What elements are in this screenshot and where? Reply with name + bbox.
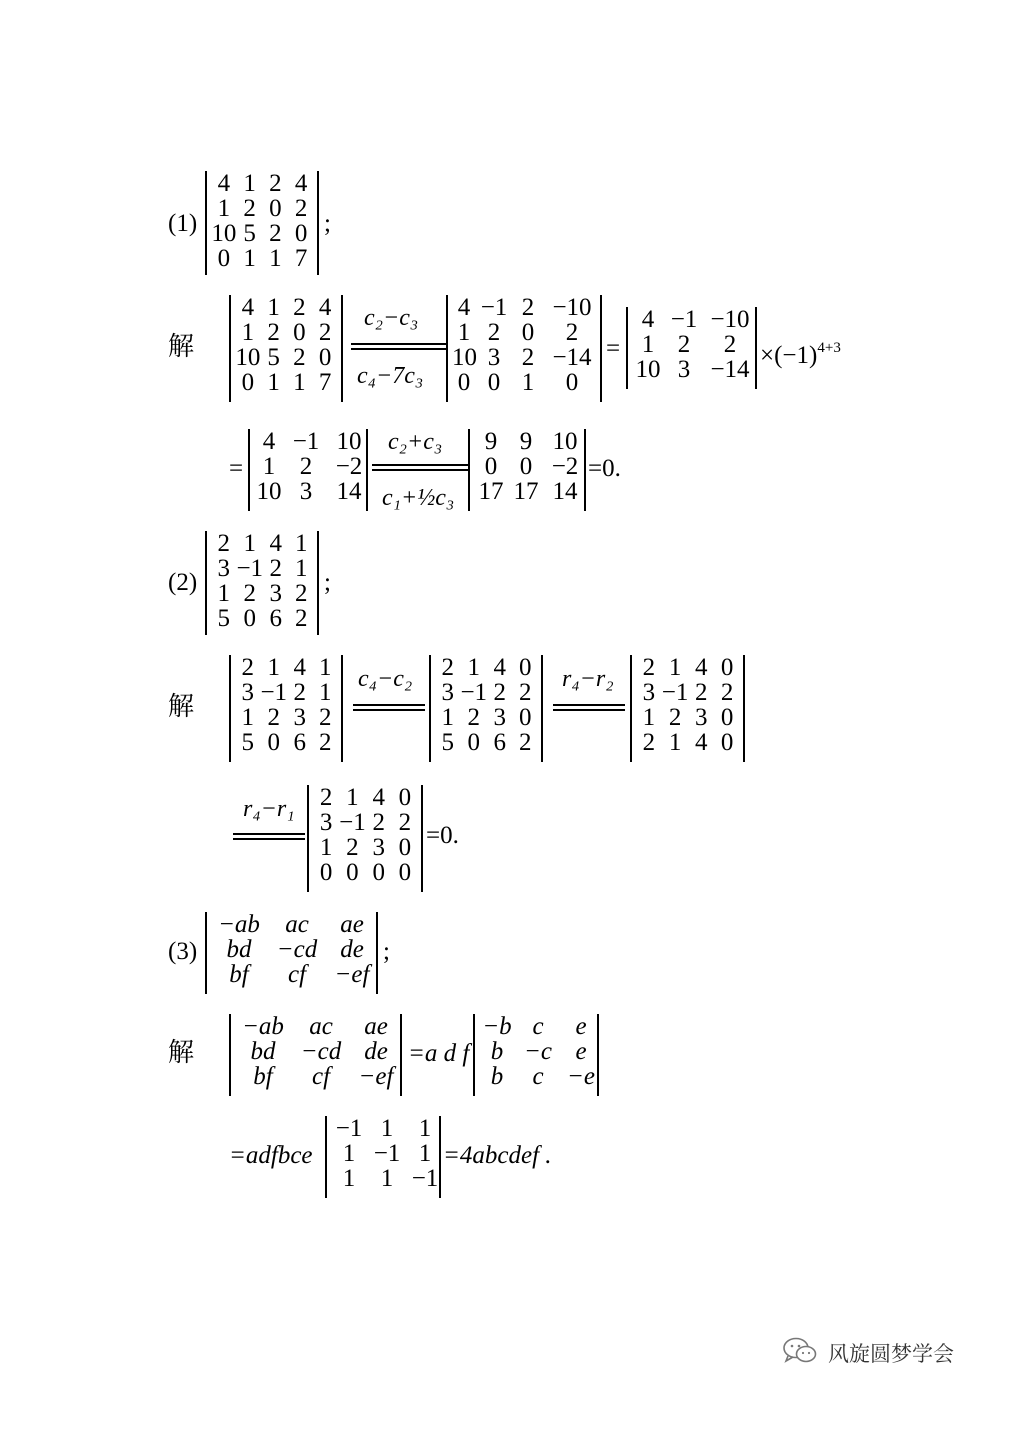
matrix-cell: 2	[521, 344, 535, 371]
watermark-text: 风旋圆梦学会	[828, 1342, 954, 1366]
matrix-cell: 10	[211, 220, 237, 247]
matrix-cell: 4	[641, 306, 655, 333]
transform-bottom: c₁+½c₃	[382, 485, 455, 511]
matrix-cell: 4	[493, 654, 507, 681]
matrix-cell: −1	[460, 679, 488, 706]
matrix-cell: 2	[493, 679, 507, 706]
matrix-cell: 7	[318, 369, 332, 396]
matrix-cell: cf	[287, 961, 307, 988]
matrix-cell: 0	[241, 369, 255, 396]
matrix-cell: −ef	[334, 961, 370, 988]
matrix-cell: −1	[260, 679, 288, 706]
matrix-cell: 1	[319, 834, 333, 861]
matrix-cell: 2	[243, 580, 256, 607]
matrix-cell: −1	[373, 1140, 401, 1167]
matrix-cell: 9	[484, 428, 498, 455]
matrix-cell: 1	[346, 784, 359, 811]
matrix-cell: 3	[293, 704, 307, 731]
matrix-cell: bf	[229, 961, 249, 988]
matrix-cell: 2	[299, 453, 313, 480]
matrix-cell: 1	[241, 319, 255, 346]
matrix-cell: 0	[398, 859, 412, 886]
matrix-cell: 0	[398, 784, 412, 811]
matrix-cell: 4	[269, 530, 283, 557]
matrix-cell: 1	[342, 1140, 356, 1167]
matrix-cell: 2	[467, 704, 480, 731]
matrix-cell: 1	[267, 369, 280, 396]
matrix-cell: 1	[243, 170, 256, 197]
matrix-cell: 4	[695, 654, 708, 681]
transform-label: r₄−r₁	[243, 796, 295, 822]
matrix-cell: 2	[243, 195, 256, 222]
matrix-cell: 2	[519, 679, 532, 706]
matrix-cell: 2	[346, 834, 359, 861]
matrix-cell: −b	[482, 1013, 512, 1040]
matrix-cell: −10	[552, 294, 592, 321]
matrix-cell: 1	[241, 704, 254, 731]
matrix-cell: 1	[295, 530, 308, 557]
matrix-cell: 1	[267, 654, 280, 681]
matrix-cell: 0	[487, 369, 501, 396]
determinant	[205, 531, 319, 635]
matrix-cell: −10	[710, 306, 750, 333]
matrix-cell: 1	[293, 369, 306, 396]
matrix-cell: 0	[318, 344, 332, 371]
matrix-cell: 0	[269, 195, 282, 222]
matrix-cell: 1	[243, 530, 256, 557]
matrix-cell: 2	[372, 809, 386, 836]
matrix-cell: ae	[364, 1013, 388, 1040]
matrix-cell: 1	[269, 245, 282, 272]
matrix-cell: 0	[319, 859, 333, 886]
matrix-cell: 2	[319, 784, 333, 811]
matrix-cell: de	[340, 936, 364, 963]
matrix-cell: −1	[480, 294, 508, 321]
matrix-cell: 0	[372, 859, 386, 886]
matrix-cell: 2	[398, 809, 412, 836]
solution-label: 解	[168, 332, 195, 361]
transform-label: r₄−r₂	[562, 666, 614, 692]
matrix-cell: 2	[293, 679, 307, 706]
matrix-cell: 2	[487, 319, 501, 346]
matrix-cell: 7	[294, 245, 308, 272]
transform-top: c₂−c₃	[364, 305, 419, 331]
matrix-cell: 0	[294, 220, 308, 247]
matrix-cell: ae	[340, 911, 364, 938]
matrix-cell: 1	[641, 331, 655, 358]
matrix-cell: de	[364, 1038, 388, 1065]
determinant	[307, 785, 423, 892]
matrix-cell: −e	[567, 1063, 595, 1090]
determinant	[626, 307, 757, 389]
matrix-cell: 5	[243, 220, 256, 247]
matrix-cell: 2	[668, 704, 682, 731]
determinant	[205, 171, 319, 275]
matrix-cell: 1	[380, 1165, 394, 1192]
problem-2-label: (2)	[168, 569, 198, 596]
matrix-cell: 1	[521, 369, 535, 396]
matrix-cell: 2	[441, 654, 454, 681]
equals-sign: =	[229, 455, 244, 482]
matrix-cell: 3	[372, 834, 386, 861]
result: =0.	[588, 455, 621, 482]
sign-factor: $\times(-1)^{4+3}$	[760, 340, 841, 369]
matrix-cell: ac	[285, 911, 309, 938]
matrix-cell: 2	[720, 679, 734, 706]
matrix-cell: 4	[318, 294, 332, 321]
matrix-cell: bd	[250, 1038, 276, 1065]
solution-label: 解	[168, 692, 195, 721]
matrix-cell: 2	[294, 195, 308, 222]
matrix-cell: 0	[293, 319, 306, 346]
matrix-cell: 2	[723, 331, 737, 358]
matrix-cell: −14	[552, 344, 592, 371]
matrix-cell: 1	[668, 654, 682, 681]
matrix-cell: e	[575, 1013, 587, 1040]
matrix-cell: 5	[241, 729, 254, 756]
matrix-cell: −1	[411, 1165, 439, 1192]
matrix-cell: 4	[457, 294, 471, 321]
result: =4abcdef .	[443, 1142, 552, 1169]
transform-equals	[372, 464, 468, 471]
determinant	[229, 295, 343, 402]
matrix-cell: 0	[720, 729, 734, 756]
matrix-cell: 2	[217, 530, 230, 557]
matrix-cell: 1	[418, 1115, 432, 1142]
transform-equals	[351, 343, 447, 350]
matrix-cell: 6	[293, 729, 307, 756]
matrix-cell: 4	[262, 428, 276, 455]
determinant	[446, 295, 602, 402]
equals-sign: =	[606, 335, 621, 362]
matrix-cell: c	[532, 1063, 544, 1090]
matrix-cell: 3	[642, 679, 656, 706]
matrix-cell: 0	[521, 319, 535, 346]
matrix-cell: 3	[319, 809, 333, 836]
punctuation: ;	[324, 210, 331, 237]
matrix-cell: 2	[295, 605, 308, 632]
matrix-cell: c	[532, 1013, 544, 1040]
matrix-cell: 0	[457, 369, 471, 396]
matrix-cell: e	[575, 1038, 587, 1065]
solution-label: 解	[168, 1038, 195, 1067]
matrix-cell: 1	[418, 1140, 432, 1167]
matrix-cell: 4	[217, 170, 231, 197]
matrix-cell: −1	[335, 1115, 363, 1142]
matrix-cell: 4	[372, 784, 386, 811]
matrix-cell: 1	[217, 580, 230, 607]
matrix-cell: 3	[441, 679, 454, 706]
matrix-cell: 14	[336, 478, 362, 505]
transform-label: c₄−c₂	[358, 666, 413, 692]
matrix-cell: 1	[467, 654, 480, 681]
matrix-cell: b	[490, 1038, 504, 1065]
matrix-cell: 10	[256, 478, 282, 505]
matrix-cell: 4	[241, 294, 255, 321]
matrix-cell: 10	[336, 428, 362, 455]
coefficient: =adfbce	[229, 1142, 313, 1169]
transform-equals	[233, 833, 305, 840]
matrix-cell: 2	[293, 294, 306, 321]
matrix-cell: 0	[519, 704, 532, 731]
coefficient: =a d f	[408, 1040, 470, 1067]
transform-equals	[553, 704, 625, 711]
matrix-cell: 5	[217, 605, 230, 632]
matrix-cell: ac	[309, 1013, 333, 1040]
matrix-cell: 2	[642, 654, 656, 681]
matrix-cell: 1	[319, 679, 332, 706]
matrix-cell: 2	[269, 170, 282, 197]
matrix-cell: 2	[521, 294, 535, 321]
matrix-cell: 3	[493, 704, 507, 731]
matrix-cell: −1	[236, 555, 264, 582]
matrix-cell: 2	[269, 555, 283, 582]
matrix-cell: 1	[243, 245, 256, 272]
matrix-cell: 3	[241, 679, 254, 706]
matrix-cell: 4	[695, 729, 708, 756]
matrix-cell: 0	[243, 605, 256, 632]
matrix-cell: 2	[642, 729, 656, 756]
matrix-cell: 10	[235, 344, 261, 371]
matrix-cell: 3	[269, 580, 283, 607]
matrix-cell: 17	[513, 478, 539, 505]
matrix-cell: 1	[441, 704, 454, 731]
matrix-cell: 3	[299, 478, 313, 505]
problem-1-label: (1)	[168, 210, 198, 237]
matrix-cell: 6	[269, 605, 283, 632]
matrix-cell: 2	[319, 704, 332, 731]
determinant	[205, 912, 378, 994]
matrix-cell: 1	[262, 453, 276, 480]
matrix-cell: −1	[661, 679, 689, 706]
matrix-cell: −14	[710, 356, 750, 383]
matrix-cell: −1	[670, 306, 698, 333]
matrix-cell: 2	[565, 319, 579, 346]
determinant	[248, 429, 368, 511]
matrix-cell: 2	[695, 679, 708, 706]
transform-bottom: c₄−7c₃	[357, 363, 424, 389]
matrix-cell: 1	[342, 1165, 356, 1192]
matrix-cell: b	[490, 1063, 504, 1090]
matrix-cell: 0	[484, 453, 498, 480]
matrix-cell: −ab	[218, 911, 260, 938]
matrix-cell: 5	[441, 729, 454, 756]
matrix-cell: 1	[319, 654, 332, 681]
matrix-cell: 2	[269, 220, 282, 247]
matrix-cell: 9	[519, 428, 533, 455]
determinant	[429, 655, 543, 762]
matrix-cell: 1	[295, 555, 308, 582]
matrix-cell: 17	[478, 478, 504, 505]
matrix-cell: 4	[294, 170, 308, 197]
matrix-cell: 1	[457, 319, 471, 346]
matrix-cell: 0	[565, 369, 579, 396]
transform-equals	[353, 704, 425, 711]
matrix-cell: 10	[635, 356, 661, 383]
matrix-cell: 10	[552, 428, 578, 455]
wechat-icon	[782, 1336, 818, 1366]
determinant	[473, 1014, 599, 1096]
matrix-cell: 0	[398, 834, 412, 861]
matrix-cell: 3	[677, 356, 691, 383]
matrix-cell: 1	[380, 1115, 394, 1142]
determinant	[325, 1116, 441, 1198]
matrix-cell: 0	[720, 704, 734, 731]
matrix-cell: −2	[551, 453, 579, 480]
matrix-cell: cf	[311, 1063, 331, 1090]
matrix-cell: −ab	[242, 1013, 284, 1040]
matrix-cell: −cd	[300, 1038, 342, 1065]
punctuation: ;	[383, 938, 390, 965]
punctuation: ;	[324, 569, 331, 596]
determinant	[229, 655, 343, 762]
matrix-cell: 10	[452, 344, 477, 371]
matrix-cell: −1	[292, 428, 320, 455]
transform-top: c₂+c₃	[388, 429, 443, 455]
matrix-cell: −c	[524, 1038, 552, 1065]
matrix-cell: 0	[267, 729, 280, 756]
matrix-cell: bf	[253, 1063, 273, 1090]
matrix-cell: −ef	[358, 1063, 394, 1090]
matrix-cell: 2	[519, 729, 532, 756]
matrix-cell: 0	[519, 654, 532, 681]
matrix-cell: 14	[552, 478, 578, 505]
matrix-cell: −2	[335, 453, 363, 480]
matrix-cell: 3	[217, 555, 230, 582]
matrix-cell: 2	[295, 580, 308, 607]
matrix-cell: 2	[267, 704, 280, 731]
matrix-cell: 3	[695, 704, 708, 731]
matrix-cell: 5	[267, 344, 280, 371]
matrix-cell: 2	[293, 344, 306, 371]
determinant	[630, 655, 745, 762]
matrix-cell: 0	[217, 245, 231, 272]
matrix-cell: 0	[346, 859, 359, 886]
matrix-cell: 2	[677, 331, 691, 358]
result: =0.	[426, 822, 459, 849]
matrix-cell: 2	[267, 319, 280, 346]
matrix-cell: 0	[519, 453, 533, 480]
matrix-cell: bd	[226, 936, 252, 963]
matrix-cell: 2	[241, 654, 254, 681]
matrix-cell: 1	[267, 294, 280, 321]
problem-3-label: (3)	[168, 938, 198, 965]
matrix-cell: 3	[487, 344, 501, 371]
matrix-cell: 1	[217, 195, 231, 222]
matrix-cell: 2	[318, 319, 332, 346]
matrix-cell: −1	[339, 809, 366, 836]
determinant	[229, 1014, 402, 1096]
determinant	[468, 429, 586, 511]
matrix-cell: −cd	[276, 936, 318, 963]
matrix-cell: 0	[467, 729, 480, 756]
matrix-cell: 4	[293, 654, 307, 681]
matrix-cell: 2	[319, 729, 332, 756]
matrix-cell: 6	[493, 729, 507, 756]
matrix-cell: 1	[642, 704, 656, 731]
matrix-cell: 1	[668, 729, 682, 756]
matrix-cell: 0	[720, 654, 734, 681]
